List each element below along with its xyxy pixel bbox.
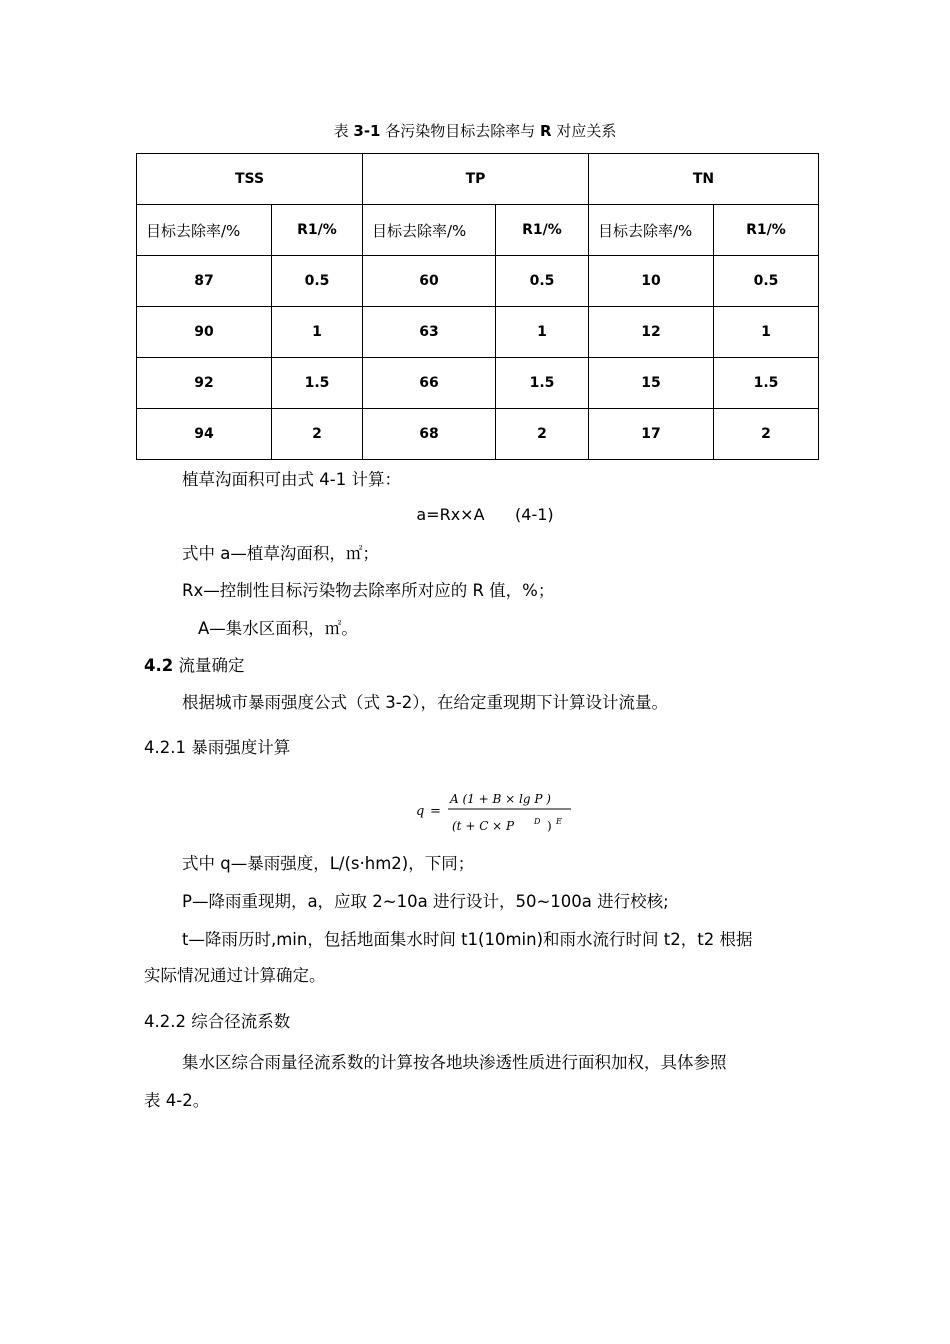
eq-denominator: (t + C × P: [452, 819, 515, 833]
table-cell: 1.5: [272, 358, 363, 409]
paragraph: 集水区综合雨量径流系数的计算按各地块渗透性质进行面积加权，具体参照: [182, 1053, 727, 1072]
paragraph: 植草沟面积可由式 4-1 计算：: [182, 470, 401, 489]
table-cell: 15: [589, 358, 714, 409]
eq-q: q: [416, 804, 425, 819]
table-row: [137, 358, 819, 409]
paragraph: 根据城市暴雨强度公式（式 3-2），在给定重现期下计算设计流量。: [182, 693, 668, 712]
paragraph: 实际情况通过计算确定。: [144, 966, 326, 985]
table-cell: 17: [589, 409, 714, 460]
table-cell: 90: [137, 307, 272, 358]
paragraph: P—降雨重现期，a，应取 2~10a 进行设计，50~100a 进行校核;: [182, 892, 669, 911]
header-tn: TN: [589, 154, 819, 205]
subheader-r1: R1/%: [496, 205, 589, 256]
table-cell: 1.5: [496, 358, 589, 409]
eq-equals: =: [430, 804, 441, 819]
formula-4-1: a=Rx×A (4-1): [416, 505, 554, 524]
table-cell: 1: [272, 307, 363, 358]
subheader-r1: R1/%: [272, 205, 363, 256]
subheader-rate: 目标去除率/%: [589, 205, 714, 256]
table-header-row: [137, 154, 819, 205]
paragraph: A—集水区面积，㎡。: [198, 619, 358, 638]
eq-exponent-d: D: [534, 817, 541, 826]
table-cell: 87: [137, 256, 272, 307]
table-row: [137, 256, 819, 307]
paragraph: 式中 a—植草沟面积，㎡；: [182, 544, 379, 563]
table-caption: 表 3-1 各污染物目标去除率与 R 对应关系: [333, 122, 617, 140]
header-tss: TSS: [137, 154, 363, 205]
subheader-rate: 目标去除率/%: [137, 205, 272, 256]
paragraph: t—降雨历时,min，包括地面集水时间 t1(10min)和雨水流行时间 t2，t2 根据: [182, 930, 753, 949]
header-tp: TP: [363, 154, 589, 205]
table-cell: 2: [714, 409, 819, 460]
removal-rate-table: [136, 153, 819, 460]
paragraph: Rx—控制性目标污染物去除率所对应的 R 值，%；: [182, 581, 555, 600]
table-cell: 0.5: [496, 256, 589, 307]
table-cell: 0.5: [714, 256, 819, 307]
table-cell: 1: [496, 307, 589, 358]
table-cell: 2: [272, 409, 363, 460]
section-heading-4-2-2: 4.2.2 综合径流系数: [144, 1012, 291, 1031]
table-cell: 10: [589, 256, 714, 307]
paragraph: 式中 q—暴雨强度，L/(s·hm2)，下同；: [182, 854, 475, 873]
rainfall-intensity-formula: [414, 788, 584, 838]
paragraph: 表 4-2。: [144, 1091, 210, 1110]
eq-numerator: A (1 + B × lg P ): [450, 792, 551, 806]
table-cell: 12: [589, 307, 714, 358]
eq-close-paren: ): [547, 819, 552, 833]
table-cell: 1.5: [714, 358, 819, 409]
table-cell: 94: [137, 409, 272, 460]
table-cell: 92: [137, 358, 272, 409]
section-heading-4-2: 4.2 流量确定: [144, 656, 245, 675]
table-cell: 63: [363, 307, 496, 358]
table-subheader-row: [137, 205, 819, 256]
table-cell: 68: [363, 409, 496, 460]
table-cell: 60: [363, 256, 496, 307]
table-cell: 0.5: [272, 256, 363, 307]
table-cell: 2: [496, 409, 589, 460]
section-heading-4-2-1: 4.2.1 暴雨强度计算: [144, 738, 291, 757]
eq-exponent-e: E: [556, 817, 562, 826]
table-cell: 66: [363, 358, 496, 409]
table-cell: 1: [714, 307, 819, 358]
table-row: [137, 307, 819, 358]
table-row: [137, 409, 819, 460]
subheader-r1: R1/%: [714, 205, 819, 256]
subheader-rate: 目标去除率/%: [363, 205, 496, 256]
